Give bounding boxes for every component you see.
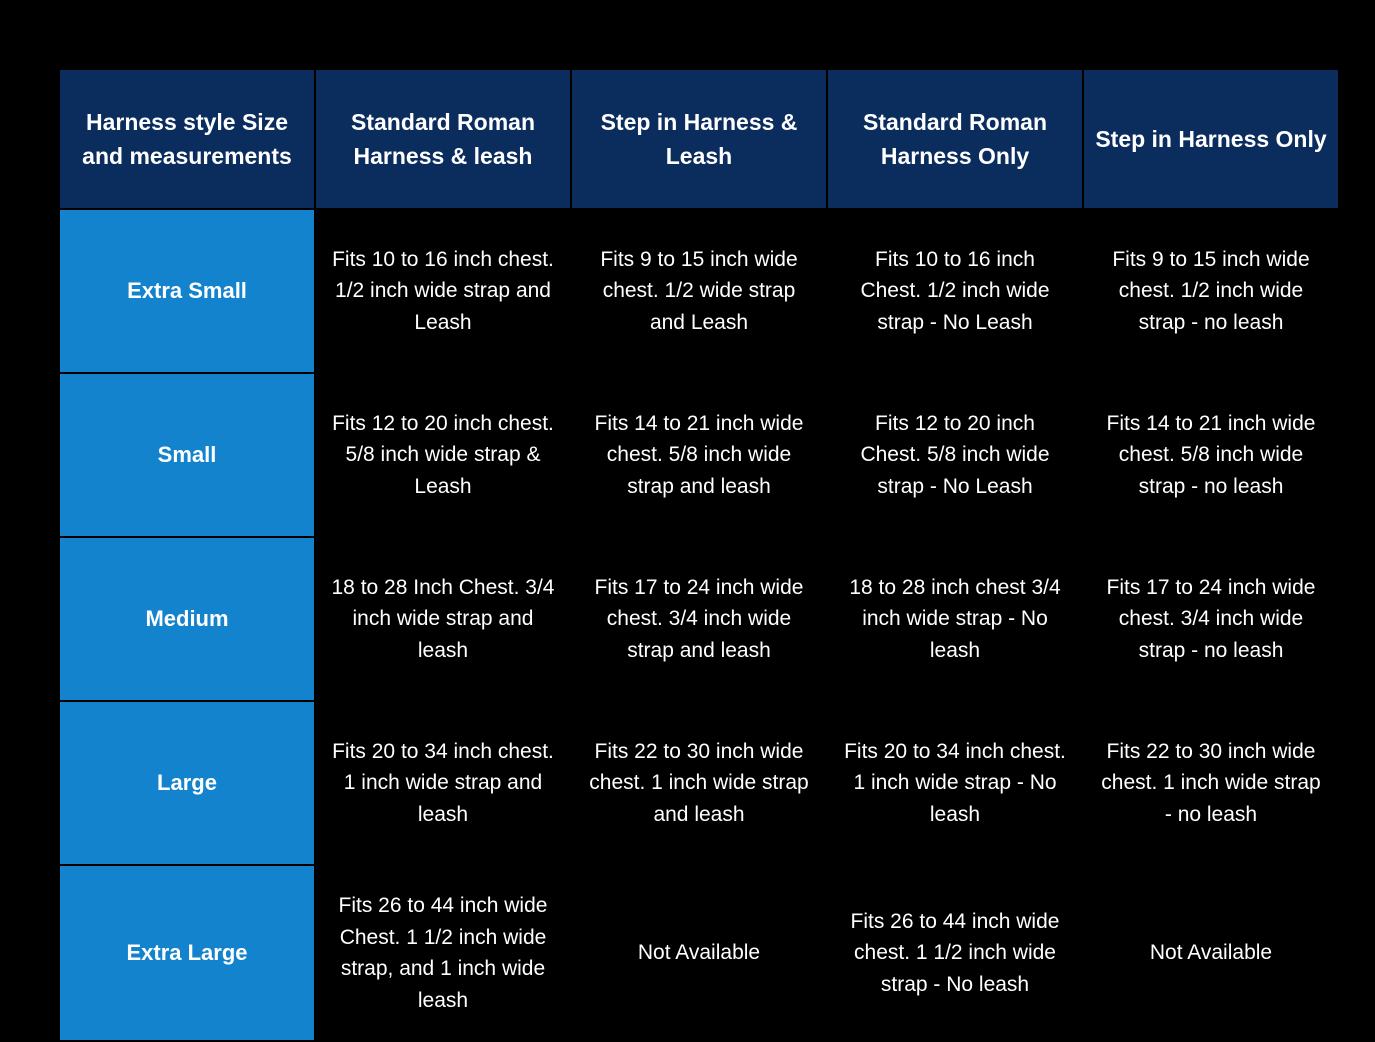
cell-extra-large-standard-roman-harness-only: Fits 26 to 44 inch wide chest. 1 1/2 inch wide strap - No leash	[827, 865, 1083, 1041]
column-header-step-in-harness-only: Step in Harness Only	[1083, 69, 1339, 209]
row-header-large: Large	[59, 701, 315, 865]
cell-small-step-in-harness-and-leash: Fits 14 to 21 inch wide chest. 5/8 inch wide strap and leash	[571, 373, 827, 537]
cell-medium-standard-roman-harness-only: 18 to 28 inch chest 3/4 inch wide strap - No leash	[827, 537, 1083, 701]
column-header-step-in-harness-and-leash: Step in Harness & Leash	[571, 69, 827, 209]
table-row	[59, 373, 1339, 537]
table-header-row	[59, 69, 1339, 209]
cell-medium-standard-roman-harness-and-leash: 18 to 28 Inch Chest. 3/4 inch wide strap and leash	[315, 537, 571, 701]
cell-extra-small-standard-roman-harness-only: Fits 10 to 16 inch Chest. 1/2 inch wide strap - No Leash	[827, 209, 1083, 373]
cell-large-standard-roman-harness-only: Fits 20 to 34 inch chest. 1 inch wide strap - No leash	[827, 701, 1083, 865]
table-row	[59, 865, 1339, 1041]
cell-large-standard-roman-harness-and-leash: Fits 20 to 34 inch chest. 1 inch wide strap and leash	[315, 701, 571, 865]
cell-extra-large-step-in-harness-only: Not Available	[1083, 865, 1339, 1041]
cell-small-standard-roman-harness-and-leash: Fits 12 to 20 inch chest. 5/8 inch wide strap & Leash	[315, 373, 571, 537]
column-header-size: Harness style Size and measurements	[59, 69, 315, 209]
column-header-standard-roman-harness-only: Standard Roman Harness Only	[827, 69, 1083, 209]
cell-large-step-in-harness-only: Fits 22 to 30 inch wide chest. 1 inch wide strap - no leash	[1083, 701, 1339, 865]
cell-medium-step-in-harness-only: Fits 17 to 24 inch wide chest. 3/4 inch wide strap - no leash	[1083, 537, 1339, 701]
cell-extra-small-step-in-harness-and-leash: Fits 9 to 15 inch wide chest. 1/2 wide strap and Leash	[571, 209, 827, 373]
table-row	[59, 537, 1339, 701]
cell-small-standard-roman-harness-only: Fits 12 to 20 inch Chest. 5/8 inch wide strap - No Leash	[827, 373, 1083, 537]
table-header	[59, 69, 1339, 209]
column-header-standard-roman-harness-and-leash: Standard Roman Harness & leash	[315, 69, 571, 209]
row-header-medium: Medium	[59, 537, 315, 701]
table-row	[59, 701, 1339, 865]
row-header-extra-large: Extra Large	[59, 865, 315, 1041]
cell-medium-step-in-harness-and-leash: Fits 17 to 24 inch wide chest. 3/4 inch wide strap and leash	[571, 537, 827, 701]
cell-large-step-in-harness-and-leash: Fits 22 to 30 inch wide chest. 1 inch wide strap and leash	[571, 701, 827, 865]
cell-extra-large-step-in-harness-and-leash: Not Available	[571, 865, 827, 1041]
cell-extra-small-standard-roman-harness-and-leash: Fits 10 to 16 inch chest. 1/2 inch wide strap and Leash	[315, 209, 571, 373]
table-row	[59, 209, 1339, 373]
cell-extra-large-standard-roman-harness-and-leash: Fits 26 to 44 inch wide Chest. 1 1/2 inch wide strap, and 1 inch wide leash	[315, 865, 571, 1041]
row-header-extra-small: Extra Small	[59, 209, 315, 373]
row-header-small: Small	[59, 373, 315, 537]
size-chart-container	[58, 68, 1338, 1042]
harness-size-table	[58, 68, 1340, 1042]
cell-small-step-in-harness-only: Fits 14 to 21 inch wide chest. 5/8 inch wide strap - no leash	[1083, 373, 1339, 537]
cell-extra-small-step-in-harness-only: Fits 9 to 15 inch wide chest. 1/2 inch wide strap - no leash	[1083, 209, 1339, 373]
table-body	[59, 209, 1339, 1041]
